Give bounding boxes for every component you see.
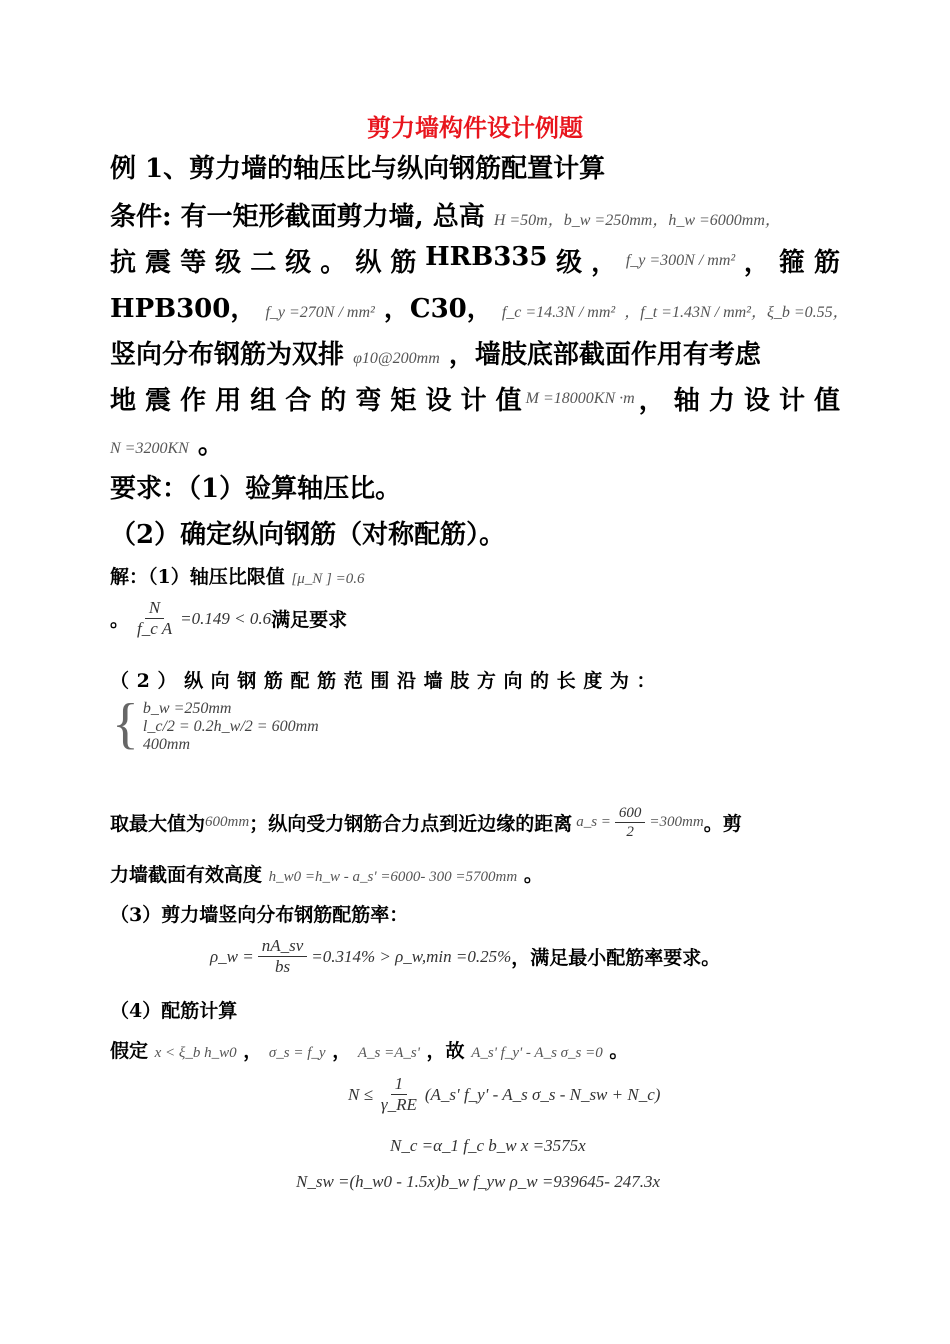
solution-text: ；纵向受力钢筋合力点到近边缘的距离	[249, 813, 573, 835]
condition-equation: f_y =300N / mm²	[625, 251, 736, 269]
solution-text: ，	[243, 1040, 263, 1062]
condition-line-4	[110, 334, 761, 371]
condition-line-5	[110, 380, 840, 417]
concrete-grade: ，C30，	[383, 294, 493, 324]
axial-ratio-fraction	[133, 598, 176, 640]
solution-text: ，满足最小配筋率要求。	[511, 947, 721, 970]
fraction-denominator: bs	[274, 957, 291, 977]
condition-text: 条件: 有一矩形截面剪力墙, 总高	[110, 202, 485, 232]
distance-fraction	[615, 804, 646, 841]
steel-grade: HPB300，	[110, 294, 257, 324]
condition-text: ，墙肢底部截面作用有考虑	[448, 340, 761, 370]
solution-equation: a_s =	[576, 814, 611, 830]
length-options-brace	[112, 693, 319, 756]
condition-line-2	[110, 242, 840, 279]
formula-axial-capacity	[348, 1074, 660, 1116]
solution-text: 满足要求	[271, 609, 348, 632]
solution-equation: A_s' f_y' - A_s σ_s =0	[471, 1045, 603, 1061]
solution-equation: σ_s = f_y	[268, 1045, 326, 1061]
solution-reinforcement-ratio	[210, 936, 720, 978]
ratio-fraction	[258, 936, 308, 978]
condition-text: 竖向分布钢筋为双排	[110, 340, 345, 370]
formula-nsw: N_sw =(h_w0 - 1.5x)b_w f_yw ρ_w =939645- 247.3x	[296, 1172, 661, 1191]
solution-axial-check	[110, 598, 347, 640]
solution-step-4: （4）配筋计算	[110, 1000, 238, 1022]
condition-text: ， 箍 筋	[743, 248, 840, 278]
condition-equation: M =18000KN ·m	[525, 389, 635, 407]
condition-line-3	[110, 288, 849, 325]
solution-effective-height	[110, 860, 543, 887]
solution-assumption	[110, 1036, 628, 1063]
formula-text: (A_s' f_y' - A_s σ_s - N_sw + N_c)	[424, 1084, 661, 1104]
document-title: 剪力墙构件设计例题	[367, 113, 583, 142]
condition-equation: N =3200KN	[110, 440, 189, 457]
requirement-2: （2）确定纵向钢筋（对称配筋）。	[110, 520, 506, 550]
solution-text: 取最大值为	[110, 813, 206, 835]
condition-equation: f_c =14.3N / mm²	[501, 304, 616, 321]
fraction-denominator: 2	[626, 824, 634, 840]
condition-equation: ，f_t =1.43N / mm²，ξ_b =0.55，	[624, 304, 849, 321]
solution-equation: =0.314% > ρ_w,min =0.25%	[311, 946, 512, 966]
example-heading: 例 1、剪力墙的轴压比与纵向钢筋配置计算	[110, 154, 606, 184]
solution-equation: =300mm	[649, 814, 704, 830]
formula-nc: N_c =α_1 f_c b_w x =3575x	[390, 1136, 586, 1155]
condition-line-6	[110, 424, 224, 461]
condition-text: 。	[197, 430, 224, 460]
condition-line-1	[110, 196, 781, 233]
solution-text: 假定	[110, 1040, 149, 1062]
solution-equation: h_w0 =h_w - a_s' =6000- 300 =5700mm	[268, 869, 518, 885]
solution-text: ，	[332, 1040, 352, 1062]
condition-text: 抗 震 等 级 二 级 。 纵 筋	[110, 248, 417, 278]
requirement-1: 要求：（1）验算轴压比。	[110, 474, 402, 504]
fraction-numerator: N	[145, 598, 164, 619]
fraction-denominator: γ_RE	[380, 1095, 417, 1115]
fraction-denominator: f_c A	[137, 619, 173, 639]
solution-equation: ρ_w =	[210, 946, 254, 966]
formula-text: N ≤	[348, 1084, 373, 1104]
fraction-numerator: 600	[615, 804, 646, 823]
solution-equation: 600mm	[205, 814, 250, 830]
solution-text: 。	[523, 864, 543, 886]
brace-line: b_w =250mm	[142, 700, 232, 717]
solution-text: 。	[110, 609, 130, 632]
solution-step-3: （3）剪力墙竖向分布钢筋配筋率：	[110, 904, 409, 926]
solution-text: ，故	[426, 1040, 465, 1062]
solution-step-2: （ 2 ） 纵 向 钢 筋 配 筋 范 围 沿 墙 肢 方 向 的 长 度 为 ：	[110, 670, 657, 692]
solution-equation: x < ξ_b h_w0	[154, 1045, 237, 1061]
condition-equation: f_y =270N / mm²	[265, 304, 375, 321]
brace-line: l_c/2 = 0.2h_w/2 = 600mm	[142, 718, 319, 735]
condition-text: 地 震 作 用 组 合 的 弯 矩 设 计 值	[110, 386, 522, 416]
fraction-numerator: 1	[391, 1074, 408, 1095]
condition-text: ， 轴 力 设 计 值	[638, 386, 840, 416]
solution-text: 。剪	[703, 813, 742, 835]
solution-equation: A_s =A_s'	[357, 1045, 420, 1061]
condition-equation: φ10@200mm	[353, 350, 440, 367]
solution-max-value	[110, 804, 742, 841]
solution-text: 。	[609, 1040, 629, 1062]
brace-icon: {	[112, 693, 139, 755]
solution-text: 力墙截面有效高度	[110, 864, 263, 886]
solution-step-1	[110, 562, 364, 589]
condition-equation: H =50m，b_w =250mm，h_w =6000mm，	[493, 212, 781, 229]
brace-line: 400mm	[142, 736, 190, 753]
solution-text: 解：（1）轴压比限值	[110, 566, 285, 588]
solution-equation: =0.149 < 0.6	[180, 608, 272, 628]
seismic-fraction	[377, 1074, 421, 1116]
steel-grade: HRB335	[425, 242, 548, 272]
condition-text: 级 ，	[556, 248, 618, 278]
solution-equation: [μ_N ] =0.6	[291, 571, 365, 587]
fraction-numerator: nA_sv	[258, 936, 308, 957]
